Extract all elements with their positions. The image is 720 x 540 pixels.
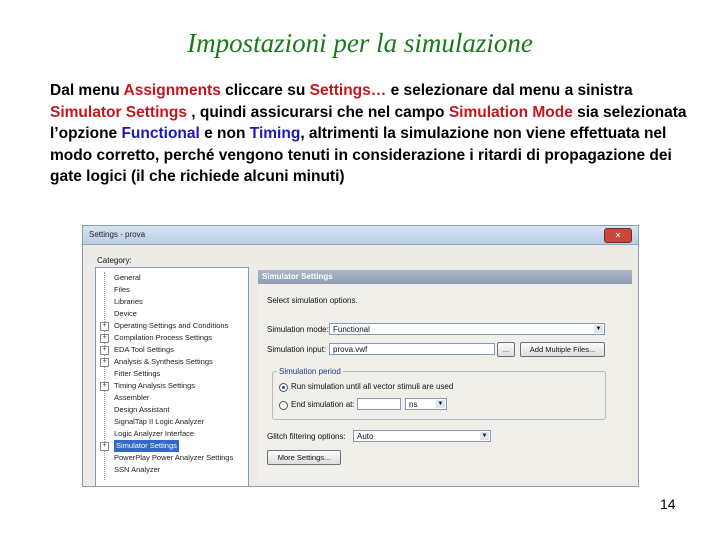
tree-item[interactable]: Operating Settings and Conditions xyxy=(114,321,229,330)
expand-icon[interactable]: + xyxy=(100,334,109,343)
tree-item[interactable]: SignalTap II Logic Analyzer xyxy=(114,417,205,426)
simulation-period-group xyxy=(272,371,606,420)
panel-header: Simulator Settings xyxy=(258,270,632,284)
category-tree[interactable] xyxy=(95,267,249,487)
expand-icon[interactable]: + xyxy=(100,442,109,451)
end-time-input[interactable] xyxy=(357,398,401,410)
tree-item[interactable]: Files xyxy=(114,285,130,294)
tree-item[interactable]: PowerPlay Power Analyzer Settings xyxy=(114,453,234,462)
tree-item[interactable]: Logic Analyzer Interface xyxy=(114,429,195,438)
dialog-titlebar[interactable] xyxy=(83,226,638,245)
paragraph-run: Simulation Mode xyxy=(448,103,573,121)
paragraph-run: Timing xyxy=(249,125,301,142)
time-unit-value: ns xyxy=(409,400,418,409)
tree-item[interactable]: SSN Analyzer xyxy=(114,465,161,474)
expand-icon[interactable]: + xyxy=(100,382,109,391)
paragraph-run: e non xyxy=(199,125,250,142)
paragraph-run: cliccare su xyxy=(220,82,310,99)
tree-item[interactable]: General xyxy=(114,273,141,282)
end-at-label: End simulation at: xyxy=(291,400,355,409)
run-all-label: Run simulation until all vector stimuli are used xyxy=(291,382,454,391)
tree-item[interactable]: Compilation Process Settings xyxy=(114,333,212,342)
simulation-input-field[interactable]: prova.vwf xyxy=(329,343,495,355)
paragraph-run: Assignments xyxy=(123,82,221,99)
tree-item[interactable]: Timing Analysis Settings xyxy=(114,381,196,390)
add-multiple-files-button[interactable]: Add Multiple Files... xyxy=(520,342,605,357)
simulation-mode-value: Functional xyxy=(333,325,370,334)
time-unit-dropdown[interactable] xyxy=(405,398,447,410)
tree-item[interactable]: Design Assistant xyxy=(114,405,170,414)
dialog-title: Settings - prova xyxy=(89,230,146,239)
simulation-period-title: Simulation period xyxy=(279,367,341,376)
category-label: Category: xyxy=(97,256,132,265)
expand-icon[interactable]: + xyxy=(100,322,109,331)
paragraph-run: Dal menu xyxy=(50,82,124,99)
simulation-mode-label: Simulation mode: xyxy=(267,325,329,334)
simulation-input-label: Simulation input: xyxy=(267,345,327,354)
panel-intro: Select simulation options. xyxy=(267,296,358,305)
page-number: 14 xyxy=(660,496,676,512)
paragraph-run: Settings… xyxy=(309,82,387,99)
chevron-down-icon: ▼ xyxy=(481,433,488,439)
tree-item[interactable]: Fitter Settings xyxy=(114,369,161,378)
tree-item[interactable]: EDA Tool Settings xyxy=(114,345,174,354)
more-settings-button[interactable]: More Settings... xyxy=(267,450,341,465)
expand-icon[interactable]: + xyxy=(100,346,109,355)
tree-item[interactable]: Analysis & Synthesis Settings xyxy=(114,357,213,366)
paragraph-run: , altrimenti la simulazione non viene effettuata nel modo corretto, perché vengono tenuti in considerazione i ritardi di propagazione dei gate logici (il che richiede alcuni minuti) xyxy=(50,125,672,185)
paragraph-run: sia selezionata l’opzione xyxy=(50,103,687,142)
run-all-radio[interactable] xyxy=(279,383,288,392)
expand-icon[interactable]: + xyxy=(100,358,109,367)
end-at-radio[interactable] xyxy=(279,401,288,410)
tree-item[interactable]: Libraries xyxy=(114,297,143,306)
instruction-paragraph xyxy=(50,80,690,188)
paragraph-run: Functional xyxy=(121,125,200,142)
tree-item[interactable]: Simulator Settings xyxy=(116,441,177,450)
chevron-down-icon: ▼ xyxy=(437,401,444,407)
paragraph-run: , quindi assicurarsi che nel campo xyxy=(186,103,449,121)
settings-dialog xyxy=(82,225,639,487)
simulation-mode-dropdown[interactable] xyxy=(329,323,605,335)
chevron-down-icon: ▼ xyxy=(595,326,602,332)
paragraph-run: Simulator Settings xyxy=(50,103,187,121)
slide-title: Impostazioni per la simulazione xyxy=(187,28,533,58)
tree-item[interactable]: Assembler xyxy=(114,393,150,402)
tree-item[interactable]: Device xyxy=(114,309,137,318)
browse-button[interactable]: ... xyxy=(497,342,515,357)
paragraph-run: e selezionare dal menu a sinistra xyxy=(386,82,633,99)
glitch-filtering-dropdown[interactable] xyxy=(353,430,491,442)
close-button[interactable]: ✕ xyxy=(604,228,632,243)
glitch-filtering-value: Auto xyxy=(357,432,374,441)
glitch-filtering-label: Glitch filtering options: xyxy=(267,432,346,441)
